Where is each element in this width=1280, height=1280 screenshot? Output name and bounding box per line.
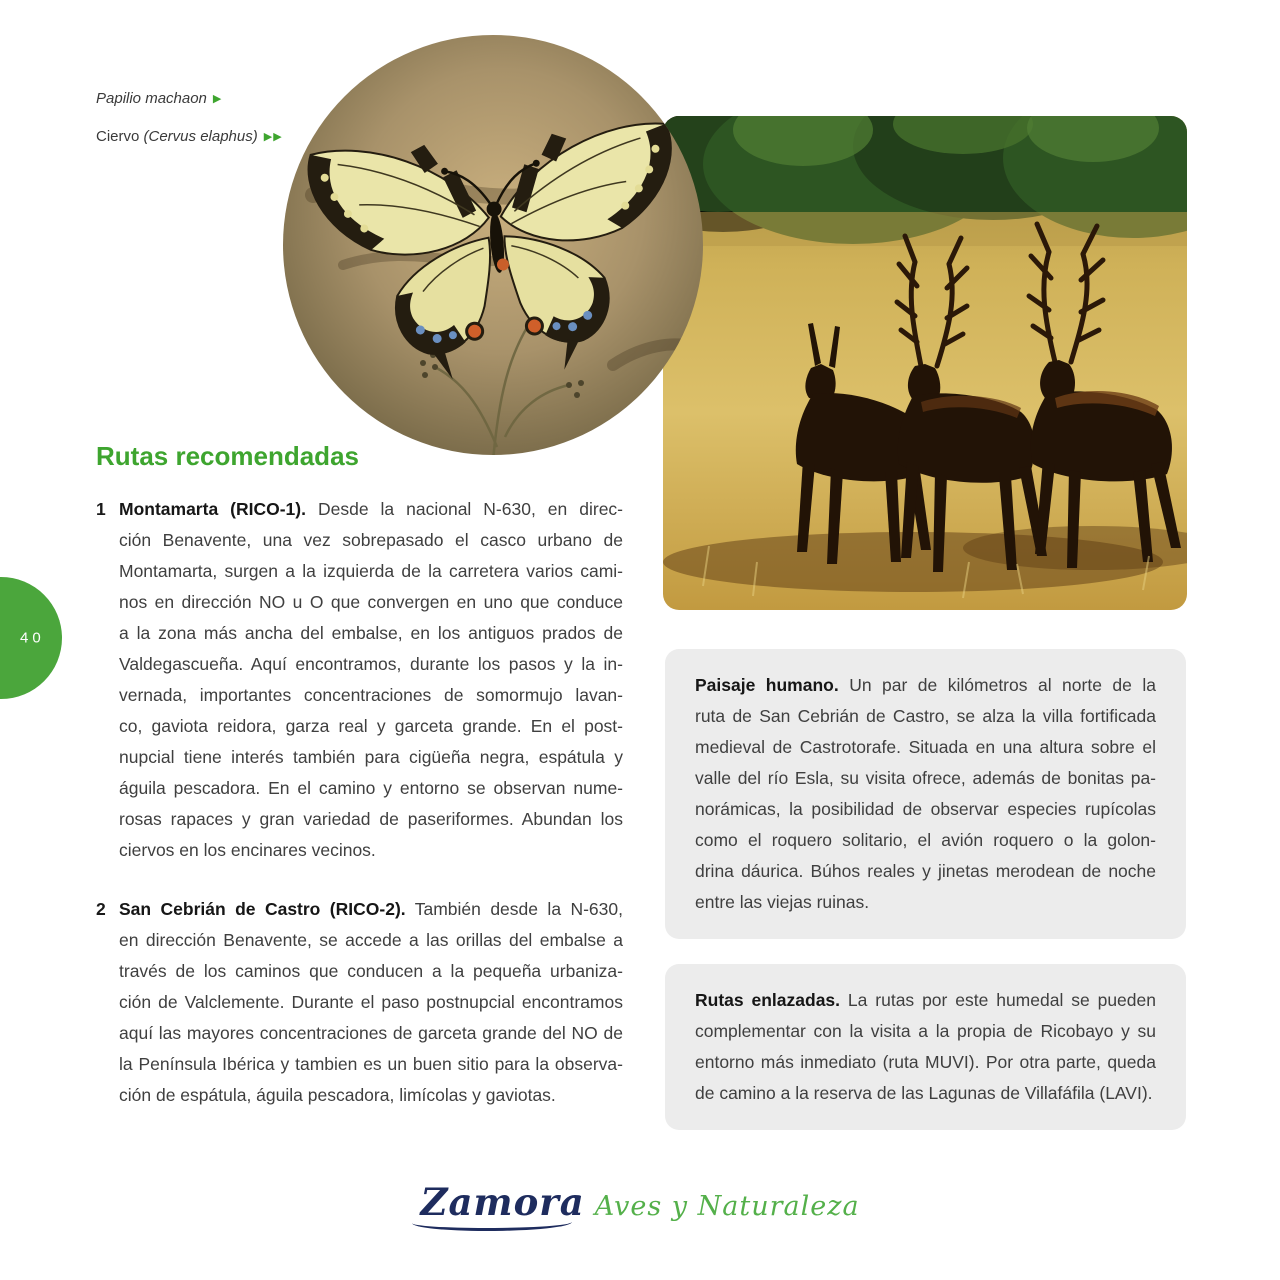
text-line: entorno más inmediato (ruta MUVI). Por otra parte, queda <box>695 1052 1156 1072</box>
arrow-icon: ▶▶ <box>263 131 283 143</box>
text-line: valle del río Esla, su visita ofrece, además de bonitas pa- <box>695 768 1156 788</box>
logo-tagline-text: Aves y Naturaleza <box>594 1191 860 1222</box>
text-line: ruta de San Cebrián de Castro, se alza la villa fortificada <box>695 706 1156 726</box>
text-line: ciervos en los encinares vecinos. <box>119 840 376 860</box>
text-line: vernada, importantes concentraciones de somormujo lavan- <box>119 685 623 705</box>
arrow-icon: ▶ <box>212 93 223 105</box>
text-line: a la zona más ancha del embalse, en los antiguos prados de <box>119 623 623 643</box>
text-line: Paisaje humano. Un par de kilómetros al norte de la <box>695 675 1156 695</box>
text-line: co, gaviota reidora, garza real y garceta grande. En el post- <box>119 716 623 736</box>
lead-in-bold: Montamarta (RICO-1). <box>119 499 306 519</box>
page-number: 40 <box>20 629 45 647</box>
text-line: complementar con la visita a la propia de Ricobayo y su <box>695 1021 1156 1041</box>
routes-text <box>96 494 623 1139</box>
caption-papilio <box>96 90 283 107</box>
footer-logo <box>420 1180 859 1224</box>
text-line: norámicas, la posibilidad de observar especies rupícolas <box>695 799 1156 819</box>
route-paragraph-1 <box>96 494 623 866</box>
lead-in-bold: Paisaje humano. <box>695 675 839 695</box>
text-line: en dirección Benavente, se accede a las orillas del embalse a <box>119 930 623 950</box>
text-line: nos en dirección NO u O que convergen en uno que conduce <box>119 592 623 612</box>
lead-in-bold: Rutas enlazadas. <box>695 990 841 1010</box>
footer <box>0 1180 1280 1224</box>
text-line: como el roquero solitario, el avión roquero o la golon- <box>695 830 1156 850</box>
text-line: San Cebrián de Castro (RICO-2). También desde la N-630, <box>119 899 623 919</box>
photo-captions <box>96 90 283 166</box>
caption-ciervo <box>96 128 283 145</box>
deer-photo <box>663 116 1187 610</box>
text-line: través de los caminos que conducen a la pequeña urbaniza- <box>119 961 623 981</box>
caption-ciervo-prefix: Ciervo <box>96 128 144 145</box>
text-line: Montamarta, surgen a la izquierda de la carretera varios cami- <box>119 561 623 581</box>
butterfly-photo <box>283 35 703 455</box>
text-line: la Península Ibérica y tambien es un buen sitio para la observa- <box>119 1054 623 1074</box>
text-line: Valdegascueña. Aquí encontramos, durante los pasos y la in- <box>119 654 623 674</box>
info-box-paisaje-humano <box>665 649 1186 939</box>
text-line: de camino a la reserva de las Lagunas de Villafáfila (LAVI). <box>695 1083 1153 1103</box>
text-line: águila pescadora. En el camino y entorno se observan nume- <box>119 778 623 798</box>
text-line: ción Benavente, una vez sobrepasado el casco urbano de <box>119 530 623 550</box>
text-line: nupcial tiene interés también para cigüeña negra, espátula y <box>119 747 623 767</box>
page-title: Rutas recomendadas <box>96 441 359 472</box>
caption-ciervo-species: (Cervus elaphus) <box>143 128 258 145</box>
text-line: aquí las mayores concentraciones de garceta grande del NO de <box>119 1023 623 1043</box>
caption-papilio-text: Papilio machaon <box>96 90 207 107</box>
text-line: entre las viejas ruinas. <box>695 892 870 912</box>
text-line: drina dáurica. Búhos reales y jinetas merodean de noche <box>695 861 1156 881</box>
route-body <box>119 494 623 866</box>
route-number: 2 <box>96 899 106 919</box>
page-number-badge <box>0 577 62 699</box>
text-line: ción de espátula, águila pescadora, limícolas y gaviotas. <box>119 1085 556 1105</box>
text-line: medieval de Castrotorafe. Situada en una altura sobre el <box>695 737 1156 757</box>
text-line: rosas rapaces y gran variedad de paseriformes. Abundan los <box>119 809 623 829</box>
route-number: 1 <box>96 499 106 519</box>
info-box-rutas-enlazadas <box>665 964 1186 1130</box>
logo-swash <box>412 1214 572 1231</box>
logo-brand-text: Zamora <box>420 1180 585 1224</box>
route-paragraph-2 <box>96 894 623 1111</box>
text-line: Rutas enlazadas. La rutas por este humedal se pueden <box>695 990 1156 1010</box>
text-line: ción de Valclemente. Durante el paso postnupcial encontramos <box>119 992 623 1012</box>
text-line: Montamarta (RICO-1). Desde la nacional N-630, en direc- <box>119 499 624 519</box>
route-body <box>119 894 623 1111</box>
lead-in-bold: San Cebrián de Castro (RICO-2). <box>119 899 406 919</box>
